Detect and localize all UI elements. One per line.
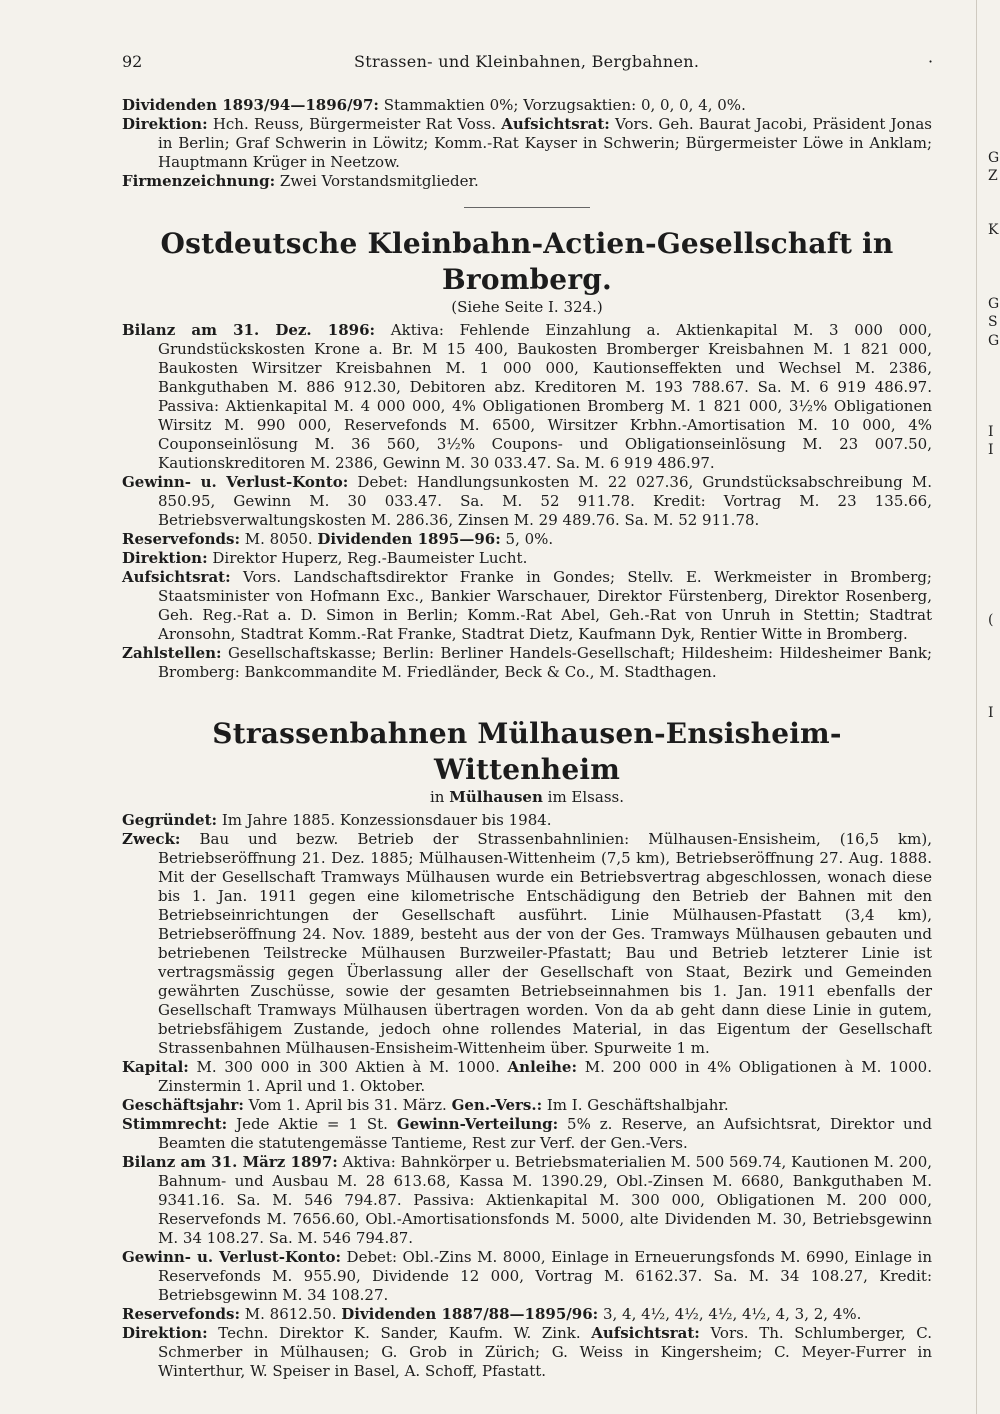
adjacent-page-fragments — [986, 0, 1000, 1414]
location-prefix: in — [430, 788, 450, 806]
fiscal-year-text: Vom 1. April bis 31. März. — [243, 1096, 452, 1114]
edge-fragment: G — [988, 296, 1000, 312]
purpose-label: Zweck: — [122, 830, 181, 848]
reserve-paragraph — [122, 1305, 932, 1324]
balance-text: Aktiva: Fehlende Einzahlung a. Aktienkapital M. 3 000 000, Grundstückskosten Krone a. Br. M 15 400, Baukosten Bromberger Kreisbahnen M. 1 821 000, Baukosten Wirsitzer Kreisbahnen M. 1 000 000, Kautionseffekten und Wechsel M. 2386, Bankguthaben M. 886 912.30, Debitoren abz. Kreditoren M. 193 788.67. Sa. M. 6 919 486.97. Passiva: Aktienkapital M. 4 000 000, 4% Obligationen Bromberg M. 1 821 000, 3½% Obligationen Wirsitz M. 990 000, Reservefonds M. 6500, Wirsitzer Krbhn.-Amortisation M. 10 000, 4% Couponseinlösung M. 36 560, 3½% Coupons- und Obligationseinlösung M. 23 007.50, Kautionskreditoren M. 2386, Gewinn M. 30 033.47. Sa. M. 6 919 486.97. — [158, 321, 932, 472]
reserve-label: Reservefonds: — [122, 530, 240, 548]
voting-label: Stimmrecht: — [122, 1115, 228, 1133]
balance-label: Bilanz am 31. März 1897: — [122, 1153, 338, 1171]
direction-text: Hch. Reuss, Bürgermeister Rat Voss. — [207, 115, 502, 133]
paying-agents-label: Zahlstellen: — [122, 644, 222, 662]
company-title: Ostdeutsche Kleinbahn-Actien-Gesellschaft in Bromberg. — [160, 227, 894, 296]
voting-text: Jede Aktie = 1 St. — [227, 1115, 397, 1133]
profit-loss-paragraph — [122, 473, 932, 530]
reserve-text: M. 8050. — [240, 530, 318, 548]
balance-text: Aktiva: Bahnkörper u. Betriebsmaterialien M. 500 569.74, Kautionen M. 200, Bahnum- und Ausbau M. 28 613.68, Kassa M. 1390.29, Obl.-Zinsen M. 6680, Bankguthaben M. 9341.16. Sa. M. 546 794.87. Passiva: Aktienkapital M. 300 000, Obligationen M. 200 000, Reservefonds M. 7656.60, Obl.-Amortisationsfonds M. 5000, alte Dividenden M. 30, Betriebsgewinn M. 34 108.27. Sa. M. 546 794.87. — [158, 1153, 933, 1247]
section-divider — [464, 207, 590, 208]
meeting-text: Im I. Geschäftshalbjahr. — [542, 1096, 729, 1114]
edge-fragment: I — [988, 705, 994, 721]
signatures-text: Zwei Vorstandsmitglieder. — [275, 172, 479, 190]
company-title: Strassenbahnen Mülhausen-Ensisheim-Wittenheim — [212, 717, 842, 786]
page-body — [122, 96, 932, 1381]
board-text: Vors. Landschaftsdirektor Franke in Gondes; Stellv. E. Werkmeister in Bromberg; Staatsminister von Hofmann Exc., Bankier Warschauer, Direktor Fürstenberg, Direktor Rosenberg, Geh. Reg.-Rat a. D. Simon in Berlin; Komm.-Rat Abel, Geh.-Rat von Unruh in Stettin; Stadtrat Aronsohn, Stadtrat Komm.-Rat Franke, Stadtrat Dietz, Kaufmann Dyk, Rentier Witte in Bromberg. — [158, 568, 932, 643]
dividends-text: Stammaktien 0%; Vorzugsaktien: 0, 0, 0, 4, 0%. — [378, 96, 746, 114]
purpose-paragraph — [122, 830, 932, 1058]
section-spacer — [122, 682, 932, 716]
corner-mark: · — [928, 52, 934, 71]
company-entry-muelhausen — [122, 716, 932, 1381]
edge-fragment: K — [988, 222, 999, 238]
purpose-text: Bau und bezw. Betrieb der Strassenbahnlinien: Mülhausen-Ensisheim, (16,5 km), Betriebseröffnung 21. Dez. 1885; Mülhausen-Wittenheim (7,5 km), Betriebseröffnung 27. Aug. 1888. Mit der Gesellschaft Tramways Mülhausen wurde ein Betriebsvertrag abgeschlossen, wonach diese bis 1. Jan. 1911 gegen eine kilometrische Entschädigung den Betrieb der Bahnen mit den Betriebseinrichtungen der Gesellschaft ausführt. Linie Mülhausen-Pfastatt (3,4 km), Betriebseröffnung 24. Nov. 1889, besteht aus der von der Ges. Tramways Mülhausen gebauten und betriebenen Teilstrecke Mülhausen Burzweiler-Pfastatt; Bau und Betrieb letzterer Linie ist vertragsmässig gegen Überlassung aller der Gesellschaft von Staat, Bezirk und Gemeinden gewährten Zuschüsse, sowie der gesamten Betriebseinnahmen bis 1. Jan. 1911 ebenfalls der Gesellschaft Tramways Mülhausen übertragen worden. Von da ab geht dann diese Linie in gutem, betriebsfähigem Zustande, jedoch ohne rollendes Material, in das Eigentum der Gesellschaft Strassenbahnen Mülhausen-Ensisheim-Wittenheim über. Spurweite 1 m. — [158, 830, 932, 1057]
board-label: Aufsichtsrat: — [122, 568, 231, 586]
company-location — [122, 788, 932, 807]
profit-loss-text: Debet: Handlungsunkosten M. 22 027.36, Grundstücksabschreibung M. 850.95, Gewinn M. 30 033.47. Sa. M. 52 911.78. Kredit: Vortrag M. 23 135.66, Betriebsverwaltungskosten M. 286.36, Zinsen M. 29 489.76. Sa. M. 52 911.78. — [158, 473, 932, 529]
edge-fragment: I — [988, 424, 994, 440]
previous-company-entry — [122, 96, 932, 191]
paying-agents-text: Gesellschaftskasse; Berlin: Berliner Handels-Gesellschaft; Hildesheim: Hildesheimer Bank; Bromberg: Bankcommandite M. Friedländer, Beck & Co., M. Stadthagen. — [158, 644, 932, 681]
fiscal-year-label: Geschäftsjahr: — [122, 1096, 244, 1114]
dividends-text: 3, 4, 4½, 4½, 4½, 4½, 4, 3, 2, 4%. — [598, 1305, 862, 1323]
see-also-reference: (Siehe Seite I. 324.) — [451, 298, 603, 316]
board-label: Aufsichtsrat: — [501, 115, 610, 133]
fiscal-year-paragraph — [122, 1096, 932, 1115]
profit-loss-label: Gewinn- u. Verlust-Konto: — [122, 1248, 342, 1266]
dividends-label: Dividenden 1887/88—1895/96: — [341, 1305, 599, 1323]
reserve-label: Reservefonds: — [122, 1305, 240, 1323]
board-text: Vors. Geh. Baurat Jacobi, Präsident Jonas in Berlin; Graf Schwerin in Löwitz; Komm.-Rat Kayser in Schwerin; Bürgermeister Löwe in Anklam; Hauptmann Krüger in Neetzow. — [158, 115, 932, 171]
location-suffix: im Elsass. — [542, 788, 624, 806]
dividends-paragraph — [122, 96, 932, 115]
direction-text: Direktor Huperz, Reg.-Baumeister Lucht. — [207, 549, 528, 567]
direction-paragraph — [122, 549, 932, 568]
direction-paragraph — [122, 115, 932, 172]
dividends-label: Dividenden 1895—96: — [317, 530, 501, 548]
balance-label: Bilanz am 31. Dez. 1896: — [122, 321, 376, 339]
reserve-paragraph — [122, 530, 932, 549]
edge-fragment: G — [988, 150, 1000, 166]
running-title: Strassen- und Kleinbahnen, Bergbahnen. — [354, 52, 700, 71]
capital-paragraph — [122, 1058, 932, 1096]
profit-distribution-label: Gewinn-Verteilung: — [396, 1115, 559, 1133]
location-city: Mülhausen — [449, 788, 543, 806]
meeting-label: Gen.-Vers.: — [451, 1096, 543, 1114]
signatures-paragraph — [122, 172, 932, 191]
profit-loss-label: Gewinn- u. Verlust-Konto: — [122, 473, 349, 491]
profit-distribution-text: 5% z. Reserve, an Aufsichtsrat, Direktor und Beamten die statutengemässe Tantieme, Rest zur Verf. der Gen.-Vers. — [158, 1115, 932, 1152]
balance-paragraph — [122, 1153, 932, 1248]
edge-fragment: G — [988, 333, 1000, 349]
direction-label: Direktion: — [122, 549, 208, 567]
board-paragraph — [122, 568, 932, 644]
loan-text: M. 200 000 in 4% Obligationen à M. 1000. Zinstermin 1. April und 1. Oktober. — [158, 1058, 932, 1095]
direction-label: Direktion: — [122, 115, 208, 133]
dividends-text: 5, 0%. — [500, 530, 554, 548]
edge-fragment: ( — [988, 612, 994, 628]
direction-label: Direktion: — [122, 1324, 208, 1342]
page-number: 92 — [122, 52, 143, 71]
company-entry-ostdeutsche — [122, 226, 932, 682]
page-edge — [976, 0, 977, 1414]
founded-text: Im Jahre 1885. Konzessionsdauer bis 1984. — [217, 811, 552, 829]
edge-fragment: S — [988, 314, 998, 330]
capital-label: Kapital: — [122, 1058, 189, 1076]
signatures-label: Firmenzeichnung: — [122, 172, 276, 190]
direction-paragraph — [122, 1324, 932, 1381]
loan-label: Anleihe: — [507, 1058, 578, 1076]
balance-paragraph — [122, 321, 932, 473]
board-text: Vors. Th. Schlumberger, C. Schmerber in Mülhausen; G. Grob in Zürich; G. Weiss in Kingersheim; C. Meyer-Furrer in Winterthur, W. Speiser in Basel, A. Schoff, Pfastatt. — [158, 1324, 932, 1380]
profit-loss-paragraph — [122, 1248, 932, 1305]
edge-fragment: Z — [988, 168, 998, 184]
dividends-label: Dividenden 1893/94—1896/97: — [122, 96, 379, 114]
capital-text: M. 300 000 in 300 Aktien à M. 1000. — [188, 1058, 508, 1076]
direction-text: Techn. Direktor K. Sander, Kaufm. W. Zink. — [207, 1324, 592, 1342]
founded-label: Gegründet: — [122, 811, 218, 829]
voting-paragraph — [122, 1115, 932, 1153]
founded-paragraph — [122, 811, 932, 830]
edge-fragment: I — [988, 442, 994, 458]
reserve-text: M. 8612.50. — [240, 1305, 342, 1323]
page-header — [122, 52, 932, 74]
paying-agents-paragraph — [122, 644, 932, 682]
profit-loss-text: Debet: Obl.-Zins M. 8000, Einlage in Erneuerungsfonds M. 6990, Einlage in Reservefonds M. 955.90, Dividende 12 000, Vortrag M. 6162.37. Sa. M. 34 108.27, Kredit: Betriebsgewinn M. 34 108.27. — [158, 1248, 932, 1304]
board-label: Aufsichtsrat: — [591, 1324, 700, 1342]
